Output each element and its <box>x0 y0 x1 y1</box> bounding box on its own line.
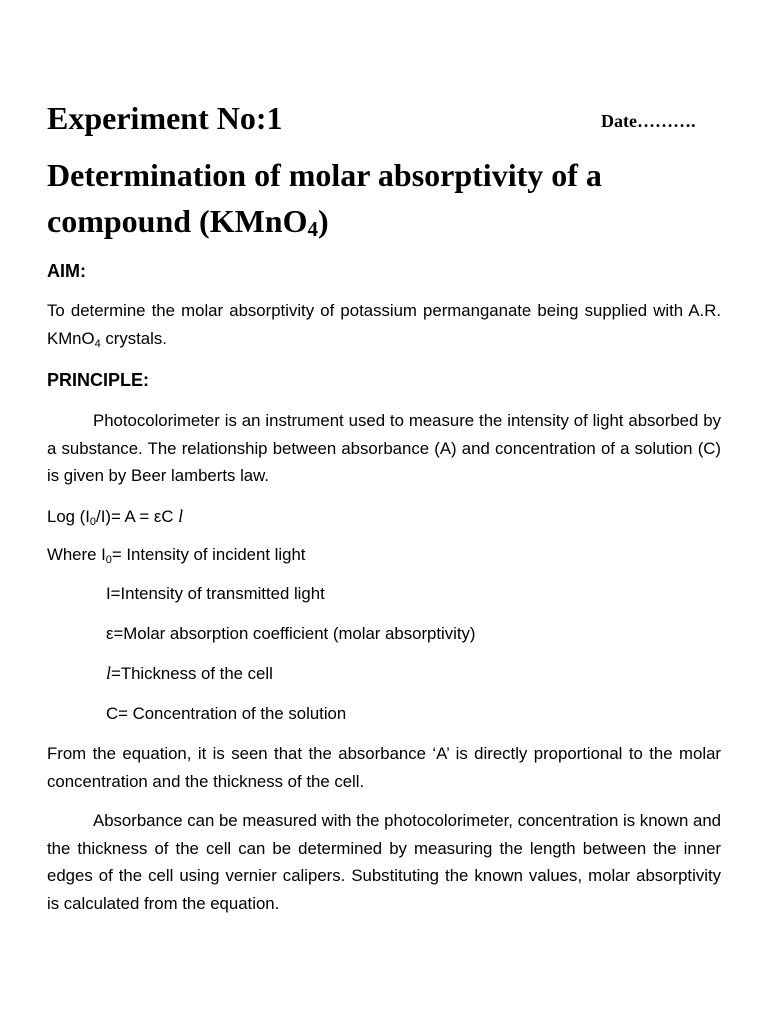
where-subscript: 0 <box>105 554 112 566</box>
body-paragraph-2: Absorbance can be measured with the photocolorimeter, concentration is known and the thickness of the cell can be determined by measuring the length between the inner edges of the cell using vernier calipers. Substituting the known values, molar absorptivity is calculated from the equation. <box>47 811 721 913</box>
where-part-1: Where I <box>47 545 106 564</box>
title-line-1: Determination of molar absorptivity of a <box>47 157 602 193</box>
definition-thickness <box>106 661 273 686</box>
date-label: Date………. <box>601 111 696 131</box>
definition-concentration: C= Concentration of the solution <box>106 704 347 723</box>
equation-subscript: 0 <box>89 516 97 528</box>
aim-text-part-2: crystals. <box>100 328 167 348</box>
title-line-2: compound (KMnO <box>47 203 308 239</box>
definition-molar-absorptivity: ε=Molar absorption coefficient (molar absorptivity) <box>106 624 476 643</box>
equation-part-2: /I)= A = εC <box>96 507 179 526</box>
thickness-symbol: l <box>106 663 112 683</box>
definition-transmitted-light: I=Intensity of transmitted light <box>106 584 325 603</box>
where-part-2: = Intensity of incident light <box>111 545 306 564</box>
principle-heading: PRINCIPLE: <box>47 370 150 390</box>
equation-part-1: Log (I <box>47 507 90 526</box>
title-line-2-end: ) <box>317 203 329 239</box>
principle-paragraph: Photocolorimeter is an instrument used to measure the intensity of light absorbed by a substance. The relationship between absorbance (A) and concentration of a solution (C) is given by Beer lamberts law. <box>47 411 721 485</box>
thickness-text: =Thickness of the cell <box>111 664 273 683</box>
aim-heading: AIM: <box>47 261 86 281</box>
experiment-header <box>47 98 721 138</box>
aim-text <box>47 297 721 352</box>
beer-lambert-equation <box>47 504 183 529</box>
document-title <box>47 152 721 244</box>
aim-text-subscript: 4 <box>94 337 101 350</box>
aim-text-part-1: To determine the molar absorptivity of potassium permanganate being supplied with A.R. KMnO <box>47 301 721 348</box>
definition-incident-light <box>47 543 305 567</box>
title-subscript: 4 <box>307 217 318 241</box>
body-paragraph-1: From the equation, it is seen that the absorbance ‘A’ is directly proportional to the molar concentration and the thickness of the cell. <box>47 744 721 791</box>
experiment-title: Experiment No:1 <box>47 100 283 136</box>
equation-path-length-symbol: l <box>178 506 184 526</box>
